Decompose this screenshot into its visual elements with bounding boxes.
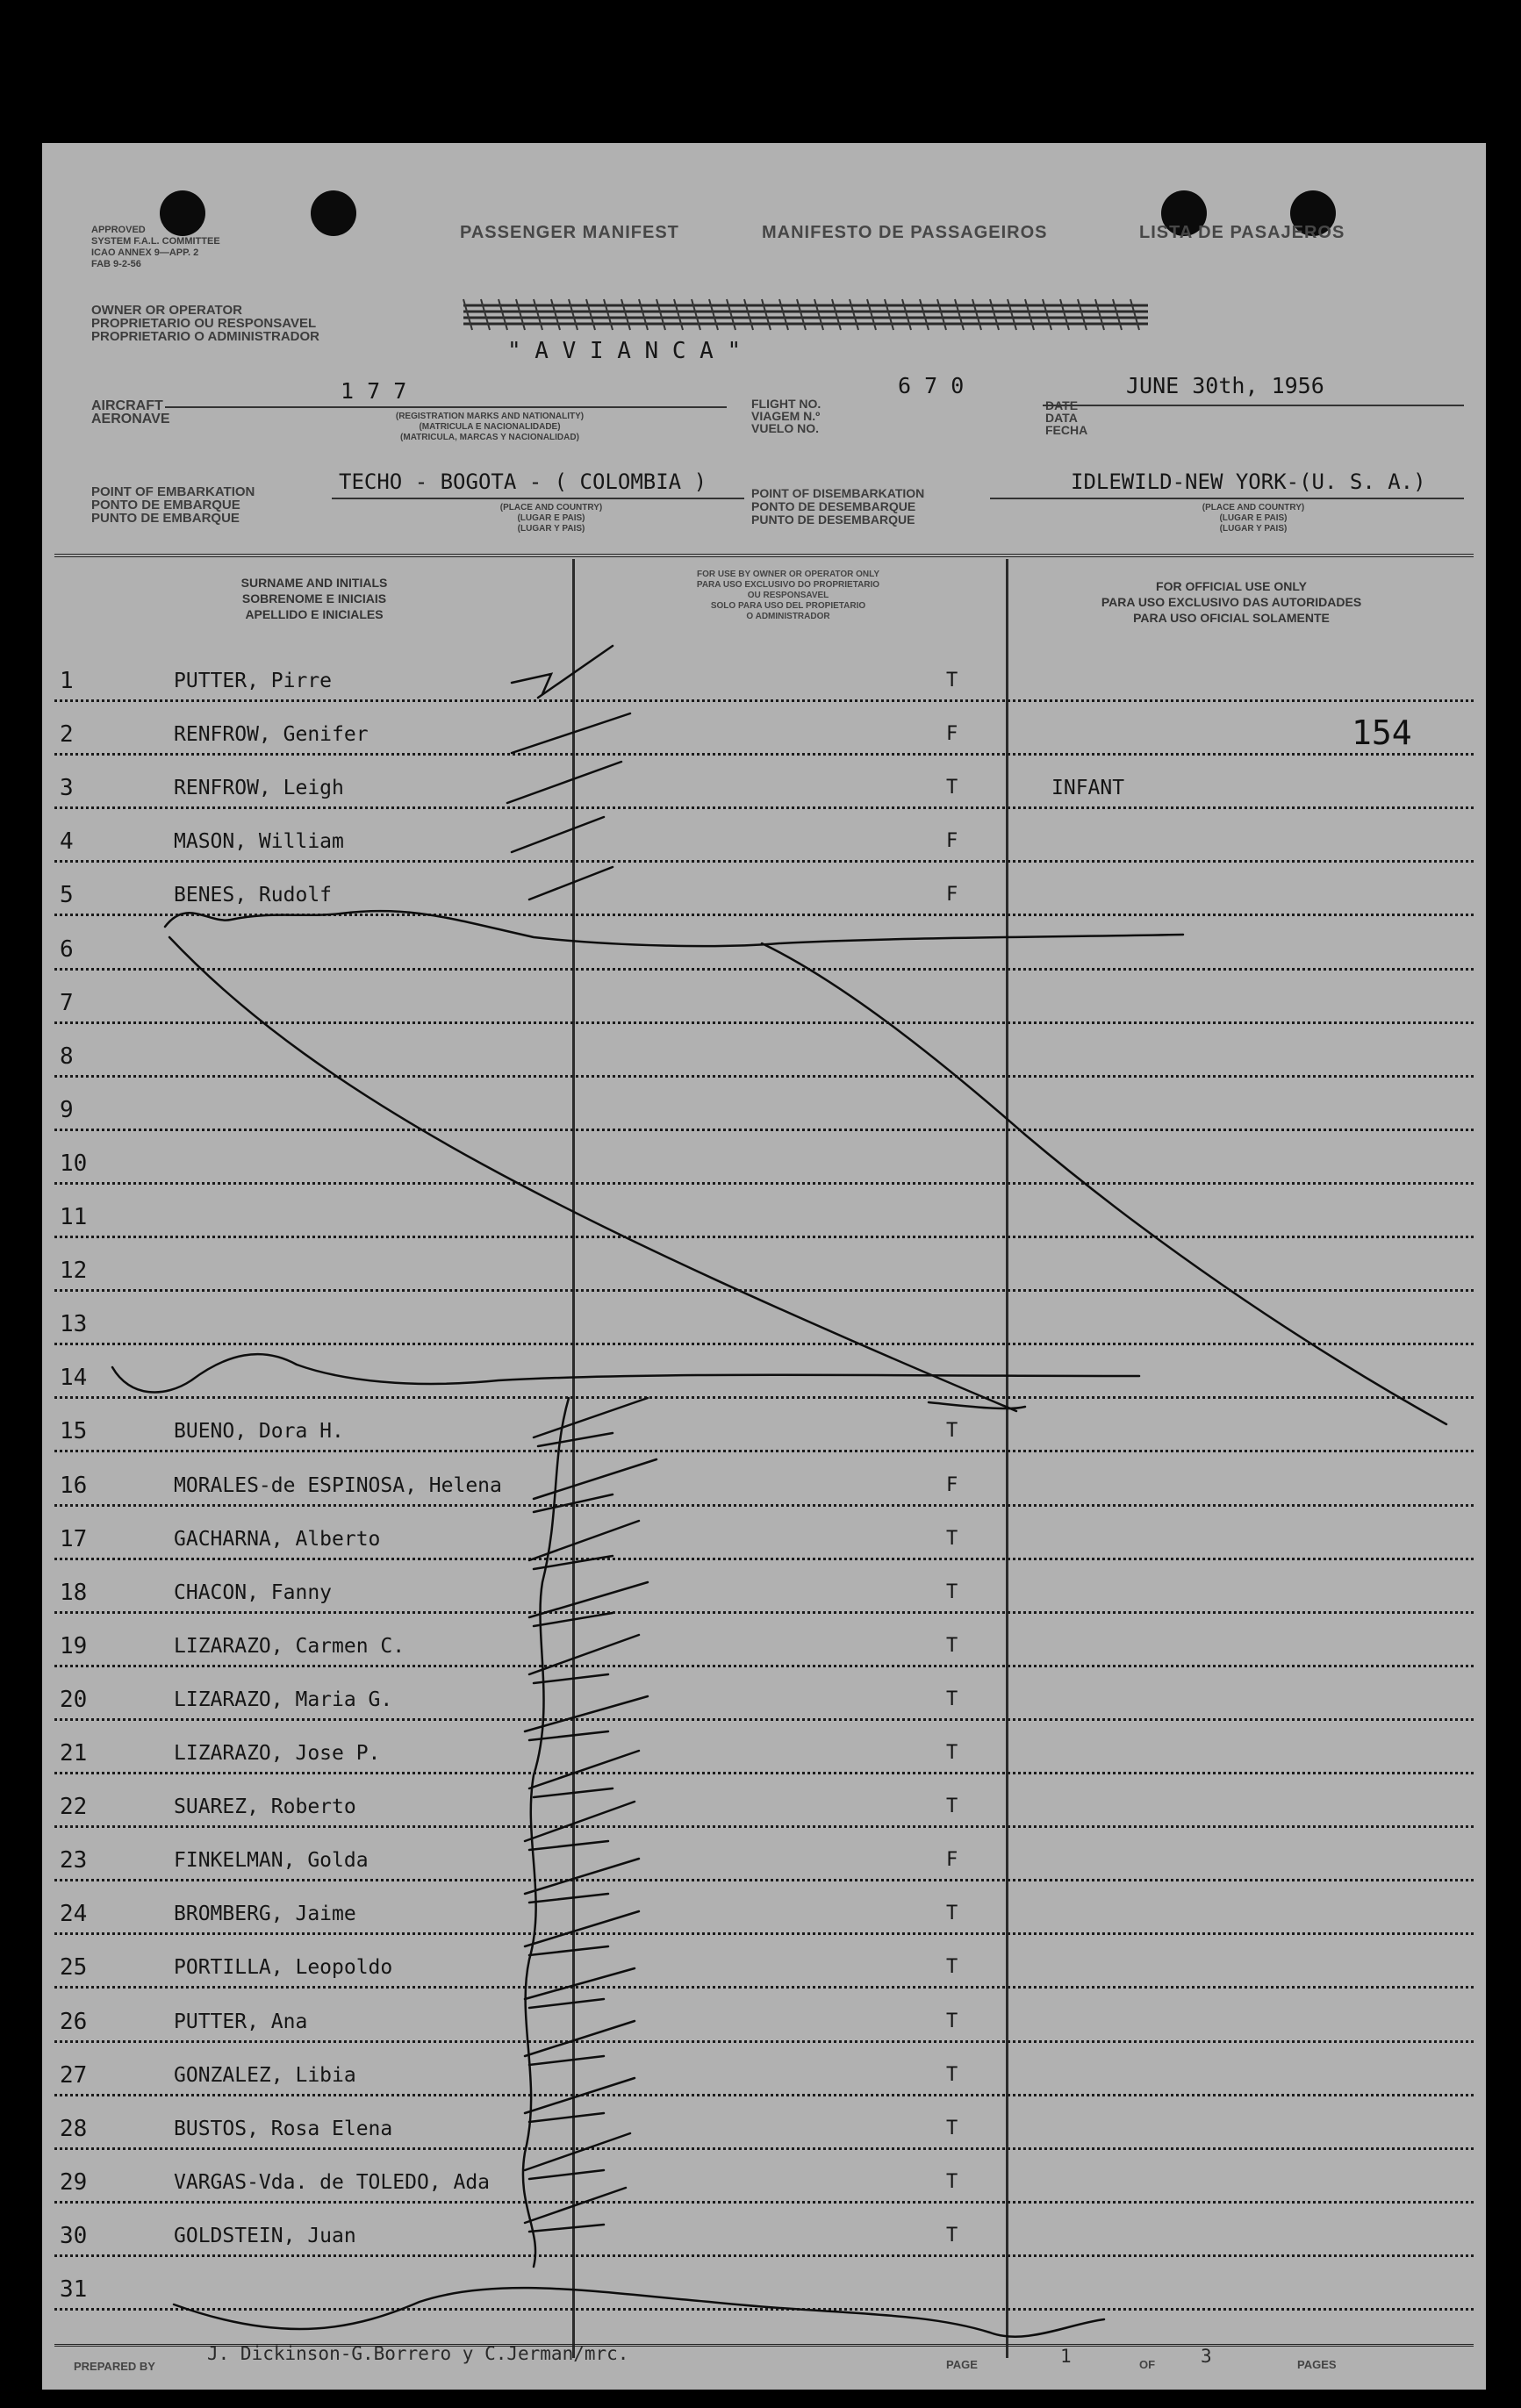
row-number: 3	[60, 775, 74, 802]
row-number: 31	[60, 2276, 88, 2303]
passenger-name: RENFROW, Leigh	[174, 777, 344, 800]
operator-code: T	[946, 1420, 958, 1443]
table-row	[42, 1617, 1486, 1670]
approval-line: ICAO ANNEX 9—APP. 2	[91, 247, 199, 258]
prepared-by-value: J. Dickinson-G.Borrero y C.Jerman/mrc.	[207, 2343, 629, 2364]
row-number: 18	[60, 1579, 88, 1606]
row-rule	[54, 699, 1474, 702]
row-number: 29	[60, 2168, 88, 2196]
aircraft-underline	[165, 406, 727, 408]
row-rule	[54, 1504, 1474, 1507]
row-rule	[54, 1986, 1474, 1989]
table-row	[42, 1778, 1486, 1831]
embark-value: TECHO - BOGOTA - ( COLOMBIA )	[339, 469, 707, 494]
passenger-name: BENES, Rudolf	[174, 884, 333, 907]
operator-code: T	[946, 2224, 958, 2247]
table-row	[42, 974, 1486, 1027]
pages-label: PAGES	[1297, 2358, 1337, 2371]
operator-code: F	[946, 830, 958, 853]
disembark-value: IDLEWILD-NEW YORK-(U. S. A.)	[1071, 469, 1426, 494]
page-value: 1	[1060, 2346, 1072, 2367]
table-row	[42, 1993, 1486, 2046]
table-row	[42, 2046, 1486, 2099]
row-rule	[54, 1021, 1474, 1024]
row-number: 20	[60, 1686, 88, 1713]
passenger-name: RENFROW, Genifer	[174, 723, 369, 747]
operator-code: T	[946, 1956, 958, 1979]
row-number: 16	[60, 1472, 88, 1499]
row-rule	[54, 1932, 1474, 1935]
table-row	[42, 1724, 1486, 1777]
row-number: 22	[60, 1794, 88, 1821]
approval-line: SYSTEM F.A.L. COMMITTEE	[91, 236, 220, 247]
operator-code: T	[946, 1742, 958, 1764]
table-row	[42, 1457, 1486, 1509]
table-row	[42, 1671, 1486, 1724]
table-row	[42, 2154, 1486, 2206]
passenger-name: PORTILLA, Leopoldo	[174, 1956, 393, 1980]
passenger-name: BROMBERG, Jaime	[174, 1903, 356, 1926]
row-number: 27	[60, 2061, 88, 2089]
table-row	[42, 652, 1486, 705]
table-row	[42, 706, 1486, 758]
row-number: 21	[60, 1740, 88, 1767]
passenger-name: VARGAS-Vda. de TOLEDO, Ada	[174, 2170, 491, 2194]
row-number: 7	[60, 989, 74, 1016]
table-row	[42, 813, 1486, 865]
owner-label: OWNER OR OPERATOR PROPRIETARIO OU RESPONSAVEL PROPRIETARIO O ADMINISTRADOR	[91, 303, 320, 344]
operator-code: T	[946, 1795, 958, 1818]
disembark-underline	[990, 498, 1464, 499]
row-rule	[54, 1718, 1474, 1721]
passenger-name: GACHARNA, Alberto	[174, 1527, 381, 1551]
operator-code: T	[946, 777, 958, 799]
page-label: PAGE	[946, 2358, 978, 2371]
row-number: 8	[60, 1043, 74, 1070]
flight-value: 6 7 0	[898, 373, 965, 398]
row-number: 2	[60, 721, 74, 749]
operator-code: F	[946, 884, 958, 907]
row-number: 13	[60, 1311, 88, 1338]
punch-hole	[311, 190, 356, 236]
row-rule	[54, 2254, 1474, 2257]
row-rule	[54, 1236, 1474, 1238]
operator-code: T	[946, 2063, 958, 2086]
table-row	[42, 866, 1486, 919]
table-row	[42, 1510, 1486, 1563]
table-row	[42, 2261, 1486, 2313]
row-rule	[54, 2147, 1474, 2150]
operator-code: T	[946, 1903, 958, 1925]
row-number: 30	[60, 2222, 88, 2249]
table-row	[42, 1564, 1486, 1616]
passenger-name: LIZARAZO, Maria G.	[174, 1688, 393, 1711]
operator-code: F	[946, 1849, 958, 1872]
col-header-surname: SURNAME AND INITIALS SOBRENOME E INICIAIS APELLIDO E INICIALES	[240, 576, 388, 621]
title-spanish: LISTA DE PASAJEROS	[1139, 223, 1345, 242]
embark-label: POINT OF EMBARKATION PONTO DE EMBARQUE PUNTO DE EMBARQUE	[91, 484, 255, 526]
table-row	[42, 2207, 1486, 2260]
table-row	[42, 1135, 1486, 1187]
row-rule	[54, 1182, 1474, 1185]
approval-block	[91, 225, 220, 270]
official-note: INFANT	[1051, 777, 1125, 800]
date-label: DATE DATA FECHA	[1045, 398, 1088, 437]
operator-code: T	[946, 1527, 958, 1550]
aircraft-value: 1 7 7	[341, 378, 407, 404]
row-rule	[54, 968, 1474, 971]
row-rule	[54, 1879, 1474, 1881]
table-row	[42, 1939, 1486, 1991]
table-row	[42, 1349, 1486, 1401]
row-rule	[54, 914, 1474, 916]
title-english: PASSENGER MANIFEST	[460, 223, 679, 242]
embark-place-caption: (PLACE AND COUNTRY) (LUGAR E PAIS) (LUGAR Y PAIS)	[499, 503, 603, 534]
table-row	[42, 2100, 1486, 2153]
operator-code: T	[946, 1634, 958, 1657]
col-header-operator: FOR USE BY OWNER OR OPERATOR ONLY PARA USO EXCLUSIVO DO PROPRIETARIO OU RESPONSAVEL SOLO PARA USO DEL PROPIETARIO O ADMINISTRADOR	[696, 570, 880, 621]
prepared-by-label: PREPARED BY	[74, 2360, 155, 2373]
table-row	[42, 759, 1486, 812]
row-rule	[54, 1396, 1474, 1399]
header-rule	[54, 554, 1474, 557]
passenger-name: PUTTER, Pirre	[174, 670, 333, 692]
operator-code: T	[946, 670, 958, 692]
row-number: 10	[60, 1150, 88, 1177]
row-number: 24	[60, 1901, 88, 1928]
passenger-name: GOLDSTEIN, Juan	[174, 2224, 356, 2247]
table-row	[42, 1831, 1486, 1884]
passenger-name: MASON, William	[174, 830, 344, 854]
row-number: 6	[60, 935, 74, 963]
aircraft-caption: (REGISTRATION MARKS AND NATIONALITY) (MATRICULA E NACIONALIDADE) (MATRICULA, MARCAS Y NACIONALIDAD)	[395, 412, 585, 442]
date-underline	[1043, 405, 1464, 406]
row-number: 9	[60, 1096, 74, 1123]
col-header-official: FOR OFFICIAL USE ONLY PARA USO EXCLUSIVO DAS AUTORIDADES PARA USO OFICIAL SOLAMENTE	[1101, 579, 1362, 625]
disembark-place-caption: (PLACE AND COUNTRY) (LUGAR E PAIS) (LUGAR Y PAIS)	[1202, 503, 1305, 534]
table-row	[42, 1081, 1486, 1134]
table-row	[42, 921, 1486, 973]
row-number: 4	[60, 828, 74, 856]
row-rule	[54, 2094, 1474, 2096]
operator-code: T	[946, 2117, 958, 2139]
passenger-name: LIZARAZO, Jose P.	[174, 1742, 381, 1765]
row-rule	[54, 1343, 1474, 1345]
row-rule	[54, 1075, 1474, 1078]
table-row	[42, 1242, 1486, 1294]
table-row	[42, 1295, 1486, 1348]
row-number: 1	[60, 668, 74, 694]
table-row	[42, 1188, 1486, 1241]
operator-code: T	[946, 1688, 958, 1710]
row-rule	[54, 860, 1474, 863]
flight-label: FLIGHT NO. VIAGEM N.º VUELO NO.	[751, 397, 821, 435]
aircraft-label: AIRCRAFT AERONAVE	[91, 398, 170, 426]
passenger-name: GONZALEZ, Libia	[174, 2063, 356, 2087]
passenger-name: CHACON, Fanny	[174, 1580, 333, 1604]
row-number: 12	[60, 1258, 88, 1285]
row-rule	[54, 2308, 1474, 2311]
of-value: 3	[1201, 2346, 1212, 2367]
title-portuguese: MANIFESTO DE PASSAGEIROS	[762, 223, 1048, 242]
row-rule	[54, 806, 1474, 809]
disembark-label: POINT OF DISEMBARKATION PONTO DE DESEMBARQUE PUNTO DE DESEMBARQUE	[751, 486, 925, 527]
row-number: 15	[60, 1418, 88, 1445]
table-row	[42, 1402, 1486, 1455]
row-number: 25	[60, 1954, 88, 1982]
operator-code: T	[946, 2170, 958, 2193]
operator-code: F	[946, 723, 958, 746]
row-rule	[54, 1825, 1474, 1828]
operator-code: F	[946, 1473, 958, 1496]
row-rule	[54, 1558, 1474, 1560]
row-rule	[54, 1611, 1474, 1614]
passenger-name: LIZARAZO, Carmen C.	[174, 1634, 405, 1658]
row-number: 11	[60, 1204, 88, 1230]
approval-line: APPROVED	[91, 225, 146, 235]
row-rule	[54, 2040, 1474, 2043]
row-rule	[54, 753, 1474, 756]
date-value: JUNE 30th, 1956	[1126, 373, 1324, 398]
table-row	[42, 1028, 1486, 1080]
passenger-name: BUENO, Dora H.	[174, 1420, 344, 1444]
passenger-name: MORALES-de ESPINOSA, Helena	[174, 1473, 502, 1497]
row-rule	[54, 2201, 1474, 2204]
table-row	[42, 1885, 1486, 1938]
row-number: 26	[60, 2008, 88, 2035]
row-rule	[54, 1772, 1474, 1774]
operator-code: T	[946, 1580, 958, 1603]
row-rule	[54, 1665, 1474, 1667]
row-rule	[54, 1450, 1474, 1452]
manifest-sheet	[42, 143, 1486, 2390]
row-rule	[54, 1129, 1474, 1131]
passenger-name: SUAREZ, Roberto	[174, 1795, 356, 1819]
row-rule	[54, 1289, 1474, 1292]
row-number: 28	[60, 2115, 88, 2142]
passenger-name: FINKELMAN, Golda	[174, 1849, 369, 1873]
official-number-stamp: 154	[1352, 713, 1412, 752]
operator-code: T	[946, 2010, 958, 2032]
passenger-name: PUTTER, Ana	[174, 2010, 308, 2033]
of-label: OF	[1139, 2358, 1156, 2371]
passenger-name: BUSTOS, Rosa Elena	[174, 2117, 393, 2140]
row-number: 17	[60, 1525, 88, 1552]
row-number: 5	[60, 882, 74, 909]
embark-underline	[332, 498, 744, 499]
approval-line: FAB 9-2-56	[91, 259, 141, 269]
row-number: 19	[60, 1632, 88, 1659]
row-number: 14	[60, 1365, 88, 1392]
row-number: 23	[60, 1847, 88, 1874]
operator-name: " A V I A N C A "	[507, 338, 742, 364]
